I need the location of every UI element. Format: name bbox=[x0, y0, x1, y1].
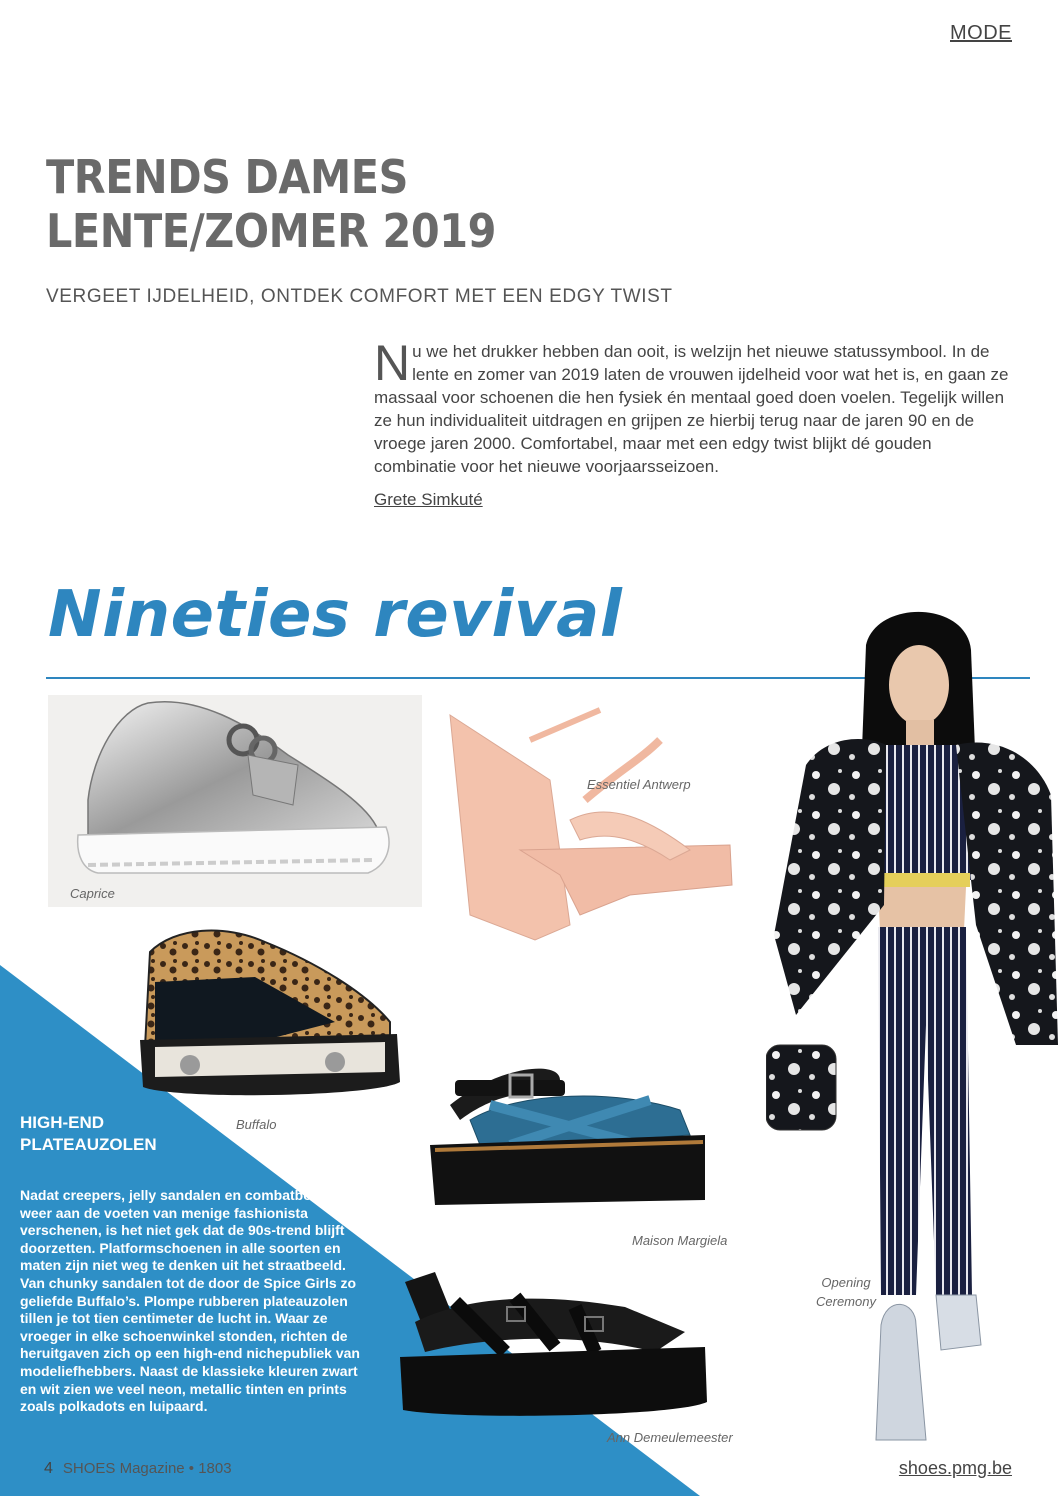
buffalo-sneaker-illustration bbox=[135, 922, 405, 1102]
essentiel-sandal-illustration bbox=[440, 700, 740, 950]
author-name[interactable]: Grete Simkuté bbox=[374, 490, 483, 509]
magazine-name: SHOES Magazine • 1803 bbox=[62, 1460, 232, 1477]
sidebar-heading-line2: PLATEAUZOLEN bbox=[20, 1135, 157, 1154]
drop-cap: N bbox=[374, 335, 411, 391]
website-link[interactable]: shoes.pmg.be bbox=[898, 1458, 1012, 1478]
runway-model-image bbox=[766, 605, 1058, 1445]
caprice-sneaker-image bbox=[48, 695, 422, 907]
caprice-sneaker-illustration bbox=[48, 695, 422, 907]
page-title bbox=[46, 150, 496, 258]
essentiel-sandal-image bbox=[440, 700, 740, 950]
margiela-sandal-image bbox=[420, 1050, 710, 1215]
caption-maison-margiela: Maison Margiela bbox=[632, 1233, 728, 1248]
title-line-2: LENTE/ZOMER 2019 bbox=[46, 204, 496, 258]
title-line-1: TRENDS DAMES bbox=[46, 150, 408, 204]
buffalo-sneaker-image bbox=[135, 922, 405, 1102]
sidebar-text: Nadat creepers, jelly sandalen en combatboots weer aan de voeten van menige fashionista verschenen, is het niet gek dat de 90s-trend blijft doorzetten. Platformschoenen in alle soorten en maten zijn niet weg te denken uit het straatbeeld. Van chunky sandalen tot de door de Spice Girls zo geliefde Buffalo’s. Plompe rubberen plateauzolen tillen je tot tien centimeter de lucht in. Waar ze vroeger in elke schoenwinkel stonden, richten de heruitgaven zich op een high-end nichepubliek van modeliefhebbers. Naast de klassieke kleuren zwart en wit zien we veel neon, metallic tinten en prints zoals polkadots en luipaard. bbox=[20, 1187, 360, 1415]
caption-caprice: Caprice bbox=[70, 886, 115, 901]
intro-paragraph bbox=[374, 335, 1010, 478]
sidebar-heading-line1: HIGH-END bbox=[20, 1113, 105, 1132]
caption-ann-demeulemeester: Ann Demeulemeester bbox=[607, 1430, 733, 1445]
runway-model-illustration bbox=[766, 605, 1058, 1445]
sidebar-heading bbox=[20, 1112, 180, 1156]
caption-opening-ceremony-line2: Ceremony bbox=[816, 1294, 876, 1309]
subtitle: VERGEET IJDELHEID, ONTDEK COMFORT MET EEN EDGY TWIST bbox=[46, 286, 673, 307]
demeulemeester-sandal-illustration bbox=[395, 1262, 715, 1430]
caption-essentiel-antwerp: Essentiel Antwerp bbox=[587, 777, 691, 792]
footer-left bbox=[44, 1460, 232, 1478]
intro-text: u we het drukker hebben dan ooit, is welzijn het nieuwe statussymbool. In de lente en zomer van 2019 laten de vrouwen ijdelheid voor wat het is, en gaan ze massaal voor schoenen die hen fysiek én mentaal goed doen voelen. Tegelijk willen ze hun individualiteit uitdragen en grijpen ze hierbij terug naar de jaren 90 en de vroege jaren 2000. Comfortabel, maar met een edgy twist blijkt dé gouden combinatie voor het nieuwe voorjaarsseizoen. bbox=[374, 342, 1009, 476]
section-headline: Nineties revival bbox=[48, 578, 623, 652]
caption-buffalo: Buffalo bbox=[236, 1117, 277, 1132]
caption-opening-ceremony-line1: Opening bbox=[821, 1275, 871, 1290]
caption-opening-ceremony bbox=[816, 1273, 876, 1311]
demeulemeester-sandal-image bbox=[395, 1262, 715, 1430]
margiela-sandal-illustration bbox=[420, 1050, 710, 1215]
section-tag[interactable]: MODE bbox=[950, 22, 1012, 44]
page-number: 4 bbox=[44, 1460, 53, 1477]
